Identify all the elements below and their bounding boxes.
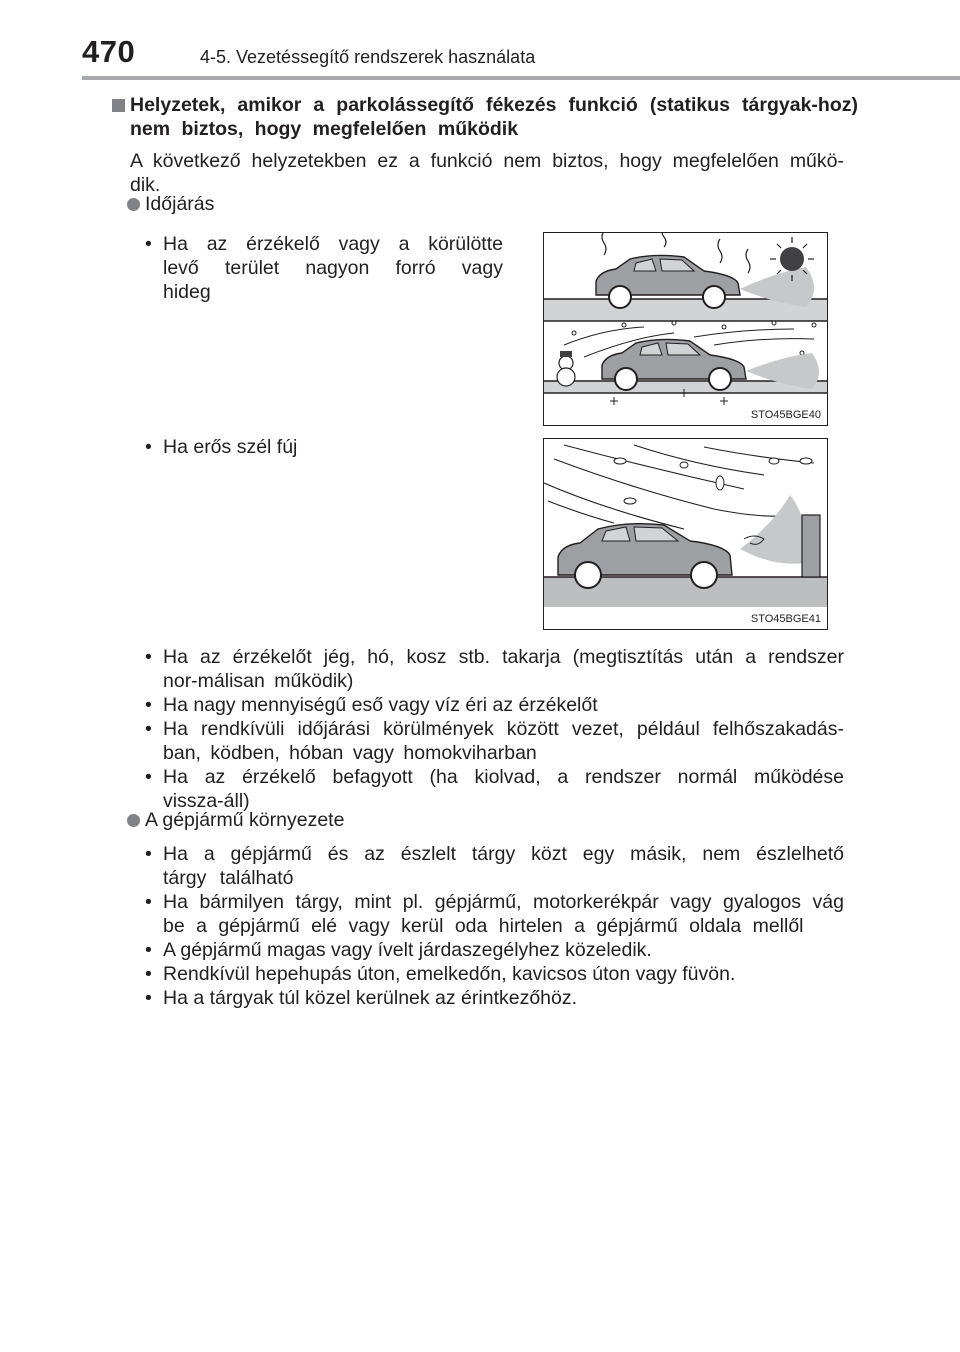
weather-item-text: Ha az érzékelőt jég, hó, kosz stb. takarja (megtisztítás után a rendszer nor-málisan működik) [163,646,844,692]
environment-item-cut-in [145,890,844,938]
weather-item-text: Ha az érzékelő vagy a körülötte levő terület nagyon forró vagy hideg [163,233,503,303]
bullet-dot: • [145,646,152,668]
bullet-dot: • [145,436,152,458]
figure-code: STO45BGE40 [750,409,821,421]
weather-item-extreme [145,717,844,765]
weather-item-text: Ha nagy mennyiségű eső vagy víz éri az érzékelőt [163,694,598,716]
wind-illustration [544,439,827,629]
chapter-title: 4-5. Vezetéssegítő rendszerek használata [200,47,536,67]
bullet-dot: • [145,963,152,985]
weather-item-ice [145,645,844,693]
section-intro: A következő helyzetekben ez a funkció nem biztos, hogy megfelelően működik. [130,150,844,196]
figure-hot-cold [543,232,828,426]
environment-item-text: Ha a gépjármű és az észlelt tárgy közt egy másik, nem észlelhető tárgy található [163,843,844,889]
environment-item-text: Rendkívül hepehupás úton, emelkedőn, kavicsos úton vagy füvön. [163,963,736,985]
weather-item-heat [145,232,503,304]
weather-item-frozen [145,765,844,813]
environment-item-text: Ha bármilyen tárgy, mint pl. gépjármű, motorkerékpár vagy gyalogos vág be a gépjármű elé vagy kerül oda hirtelen a gépjármű oldala mellől [163,891,844,937]
environment-item-rough-road [145,962,844,986]
bullet-dot: • [145,843,152,865]
weather-item-text: Ha az érzékelő befagyott (ha kiolvad, a rendszer normál működése vissza-áll) [163,766,844,812]
weather-bullet-icon [127,198,140,211]
section-square-icon [112,99,125,112]
bullet-dot: • [145,939,152,961]
figure-code: STO45BGE41 [750,613,821,625]
header-rule [82,76,960,80]
weather-item-rain [145,693,844,717]
environment-item-text: A gépjármű magas vagy ívelt járdaszegélyhez közeledik. [163,939,652,961]
environment-item-too-close [145,986,844,1010]
weather-item-text: Ha rendkívüli időjárási körülmények között vezet, például felhőszakadás-ban, ködben, hóban vagy homokviharban [163,718,844,764]
bullet-dot: • [145,233,152,255]
hot-cold-illustration [544,233,827,425]
figure-wind [543,438,828,630]
environment-bullet-icon [127,814,140,827]
environment-item-hidden-object [145,842,844,890]
environment-item-curb [145,938,844,962]
page-number: 470 [82,34,136,69]
bullet-dot: • [145,718,152,740]
environment-item-text: Ha a tárgyak túl közel kerülnek az érintkezőhöz. [163,987,578,1009]
bullet-dot: • [145,987,152,1009]
weather-item-text: Ha erős szél fúj [163,436,298,458]
weather-item-wind [145,435,503,459]
bullet-dot: • [145,891,152,913]
bullet-dot: • [145,694,152,716]
environment-heading: A gépjármű környezete [145,809,345,831]
weather-heading: Időjárás [145,193,215,215]
bullet-dot: • [145,766,152,788]
section-title: Helyzetek, amikor a parkolássegítő fékezés funkció (statikus tárgyak-hoz) nem biztos, hogy megfelelően működik [130,94,858,140]
